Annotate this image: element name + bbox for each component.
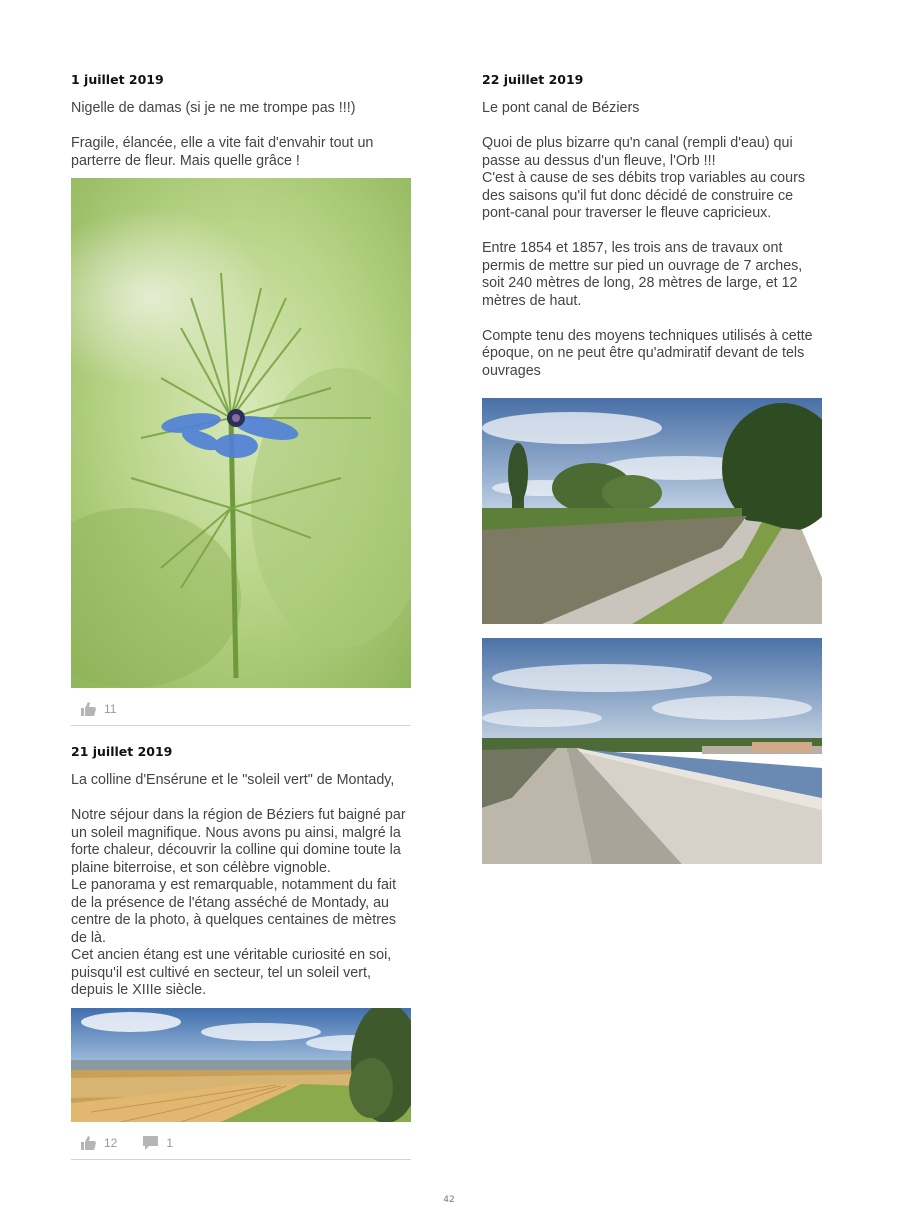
comment-count: 1 xyxy=(166,1135,174,1150)
post-1-juillet xyxy=(71,71,411,726)
nigella-flower-photo xyxy=(71,178,411,688)
post-text: La colline d'Ensérune et le "soleil vert" de Montady, Notre séjour dans la région de Béziers fut baigné par un soleil magnifique. Nous avons pu ainsi, malgré la forte chaleur, découvrir la colline qui domine toute la plaine biterroise, et son célèbre vignoble. Le panorama y est remarquable, notamment du fait de la présence de l'étang asséché de Montady, au centre de la photo, à quelques centaines de mètres de là. Cet ancien étang est une véritable curiosité en soi, puisqu'il est cultivé en secteur, tel un soleil vert, depuis le XIIIe siècle. xyxy=(71,772,406,998)
like-count: 12 xyxy=(104,1135,118,1150)
post-date: 21 juillet 2019 xyxy=(71,744,173,759)
montady-landscape-photo xyxy=(71,1008,411,1122)
thumbs-up-icon xyxy=(81,702,96,716)
pont-canal-photo xyxy=(482,638,822,864)
post-21-juillet xyxy=(71,743,411,1160)
post-date: 22 juillet 2019 xyxy=(482,72,584,87)
post-stats xyxy=(71,1132,411,1154)
thumbs-up-icon xyxy=(81,1136,96,1150)
post-text: Le pont canal de Béziers Quoi de plus bizarre qu'n canal (rempli d'eau) qui passe au dessus d'un fleuve, l'Orb !!! C'est à cause de ses débits trop variables au cours des saisons qu'il fut donc décidé de construire ce pont-canal pour traverser le fleuve capricieux. Entre 1854 et 1857, les trois ans de travaux ont permis de mettre sur pied un ouvrage de 7 arches, soit 240 mètres de long, 28 mètres de large, et 12 mètres de haut. Compte tenu des moyens techniques utilisés à cette époque, on ne peut être qu'admiratif devant de tels ouvrages xyxy=(482,100,813,379)
post-22-juillet xyxy=(482,71,822,864)
like-stat[interactable] xyxy=(81,702,116,716)
canal-towpath-photo xyxy=(482,398,822,624)
like-count: 11 xyxy=(104,702,117,716)
post-date: 1 juillet 2019 xyxy=(71,72,164,87)
post-divider xyxy=(71,725,411,726)
post-divider xyxy=(71,1159,411,1160)
post-stats xyxy=(71,698,411,720)
like-stat[interactable] xyxy=(81,1136,117,1150)
post-text: Nigelle de damas (si je ne me trompe pas !!!) Fragile, élancée, elle a vite fait d'envahir tout un parterre de fleur. Mais quelle grâce ! xyxy=(71,100,374,169)
page-number: 42 xyxy=(443,1195,455,1205)
comment-icon xyxy=(143,1136,158,1150)
comment-stat[interactable] xyxy=(143,1136,173,1150)
